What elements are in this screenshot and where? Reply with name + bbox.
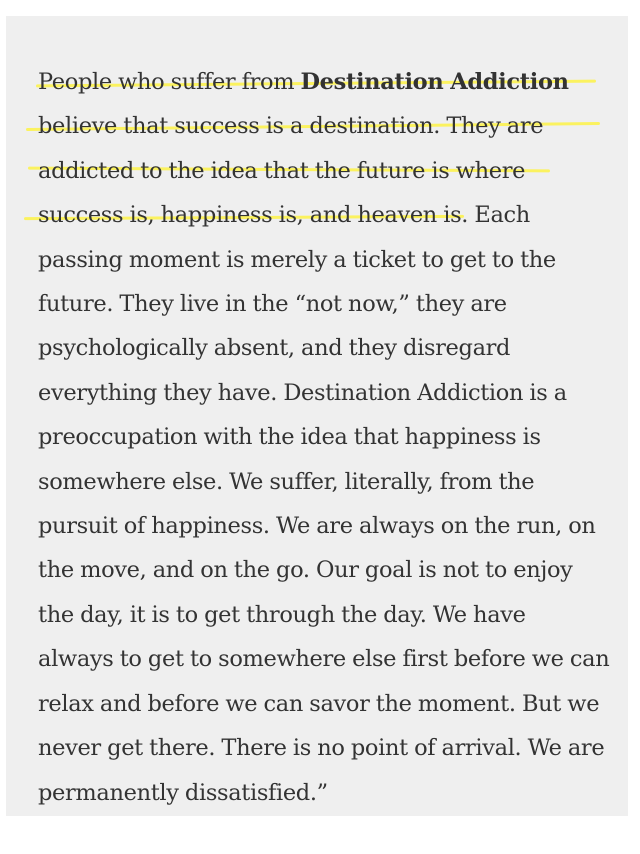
text-line-14 xyxy=(38,637,618,681)
text-segment: the move, and on the go. Our goal is not to enjoy xyxy=(38,557,573,584)
text-line-12 xyxy=(38,548,618,592)
bold-term: Destination Addiction xyxy=(300,69,569,95)
text-segment: believe that success is a destination. They are xyxy=(38,113,544,140)
text-line-5 xyxy=(38,238,618,282)
text-line-8 xyxy=(38,371,618,415)
text-segment: People who suffer from xyxy=(38,69,301,95)
text-line-1 xyxy=(38,60,618,104)
text-segment: permanently dissatisfied.” xyxy=(38,779,328,806)
text-segment: never get there. There is no point of arrival. We are xyxy=(38,735,605,762)
text-line-15 xyxy=(38,682,618,726)
text-segment: the day, it is to get through the day. We have xyxy=(38,601,526,628)
text-segment: addicted to the idea that the future is where xyxy=(38,157,526,184)
text-line-16 xyxy=(38,726,618,770)
text-segment: psychologically absent, and they disregard xyxy=(38,335,511,362)
text-line-10 xyxy=(38,460,618,504)
text-segment: everything they have. Destination Addiction is a xyxy=(38,379,567,406)
text-segment: passing moment is merely a ticket to get to the xyxy=(38,246,556,273)
text-segment: always to get to somewhere else first before we can xyxy=(38,646,610,673)
quote-paragraph xyxy=(38,60,618,815)
text-line-2 xyxy=(38,104,618,148)
text-segment: somewhere else. We suffer, literally, from the xyxy=(38,468,535,495)
quote-card xyxy=(6,16,628,816)
text-line-7 xyxy=(38,326,618,370)
text-line-4 xyxy=(38,193,618,237)
text-line-9 xyxy=(38,415,618,459)
text-line-6 xyxy=(38,282,618,326)
text-segment: relax and before we can savor the moment. But we xyxy=(38,690,600,717)
text-line-3 xyxy=(38,149,618,193)
text-segment: future. They live in the “not now,” they are xyxy=(38,291,507,318)
text-segment: pursuit of happiness. We are always on the run, on xyxy=(38,513,596,540)
text-line-13 xyxy=(38,593,618,637)
text-segment: preoccupation with the idea that happiness is xyxy=(38,424,541,451)
text-segment: success is, happiness is, and heaven is. Each xyxy=(38,202,530,229)
text-line-11 xyxy=(38,504,618,548)
text-line-17 xyxy=(38,771,618,815)
